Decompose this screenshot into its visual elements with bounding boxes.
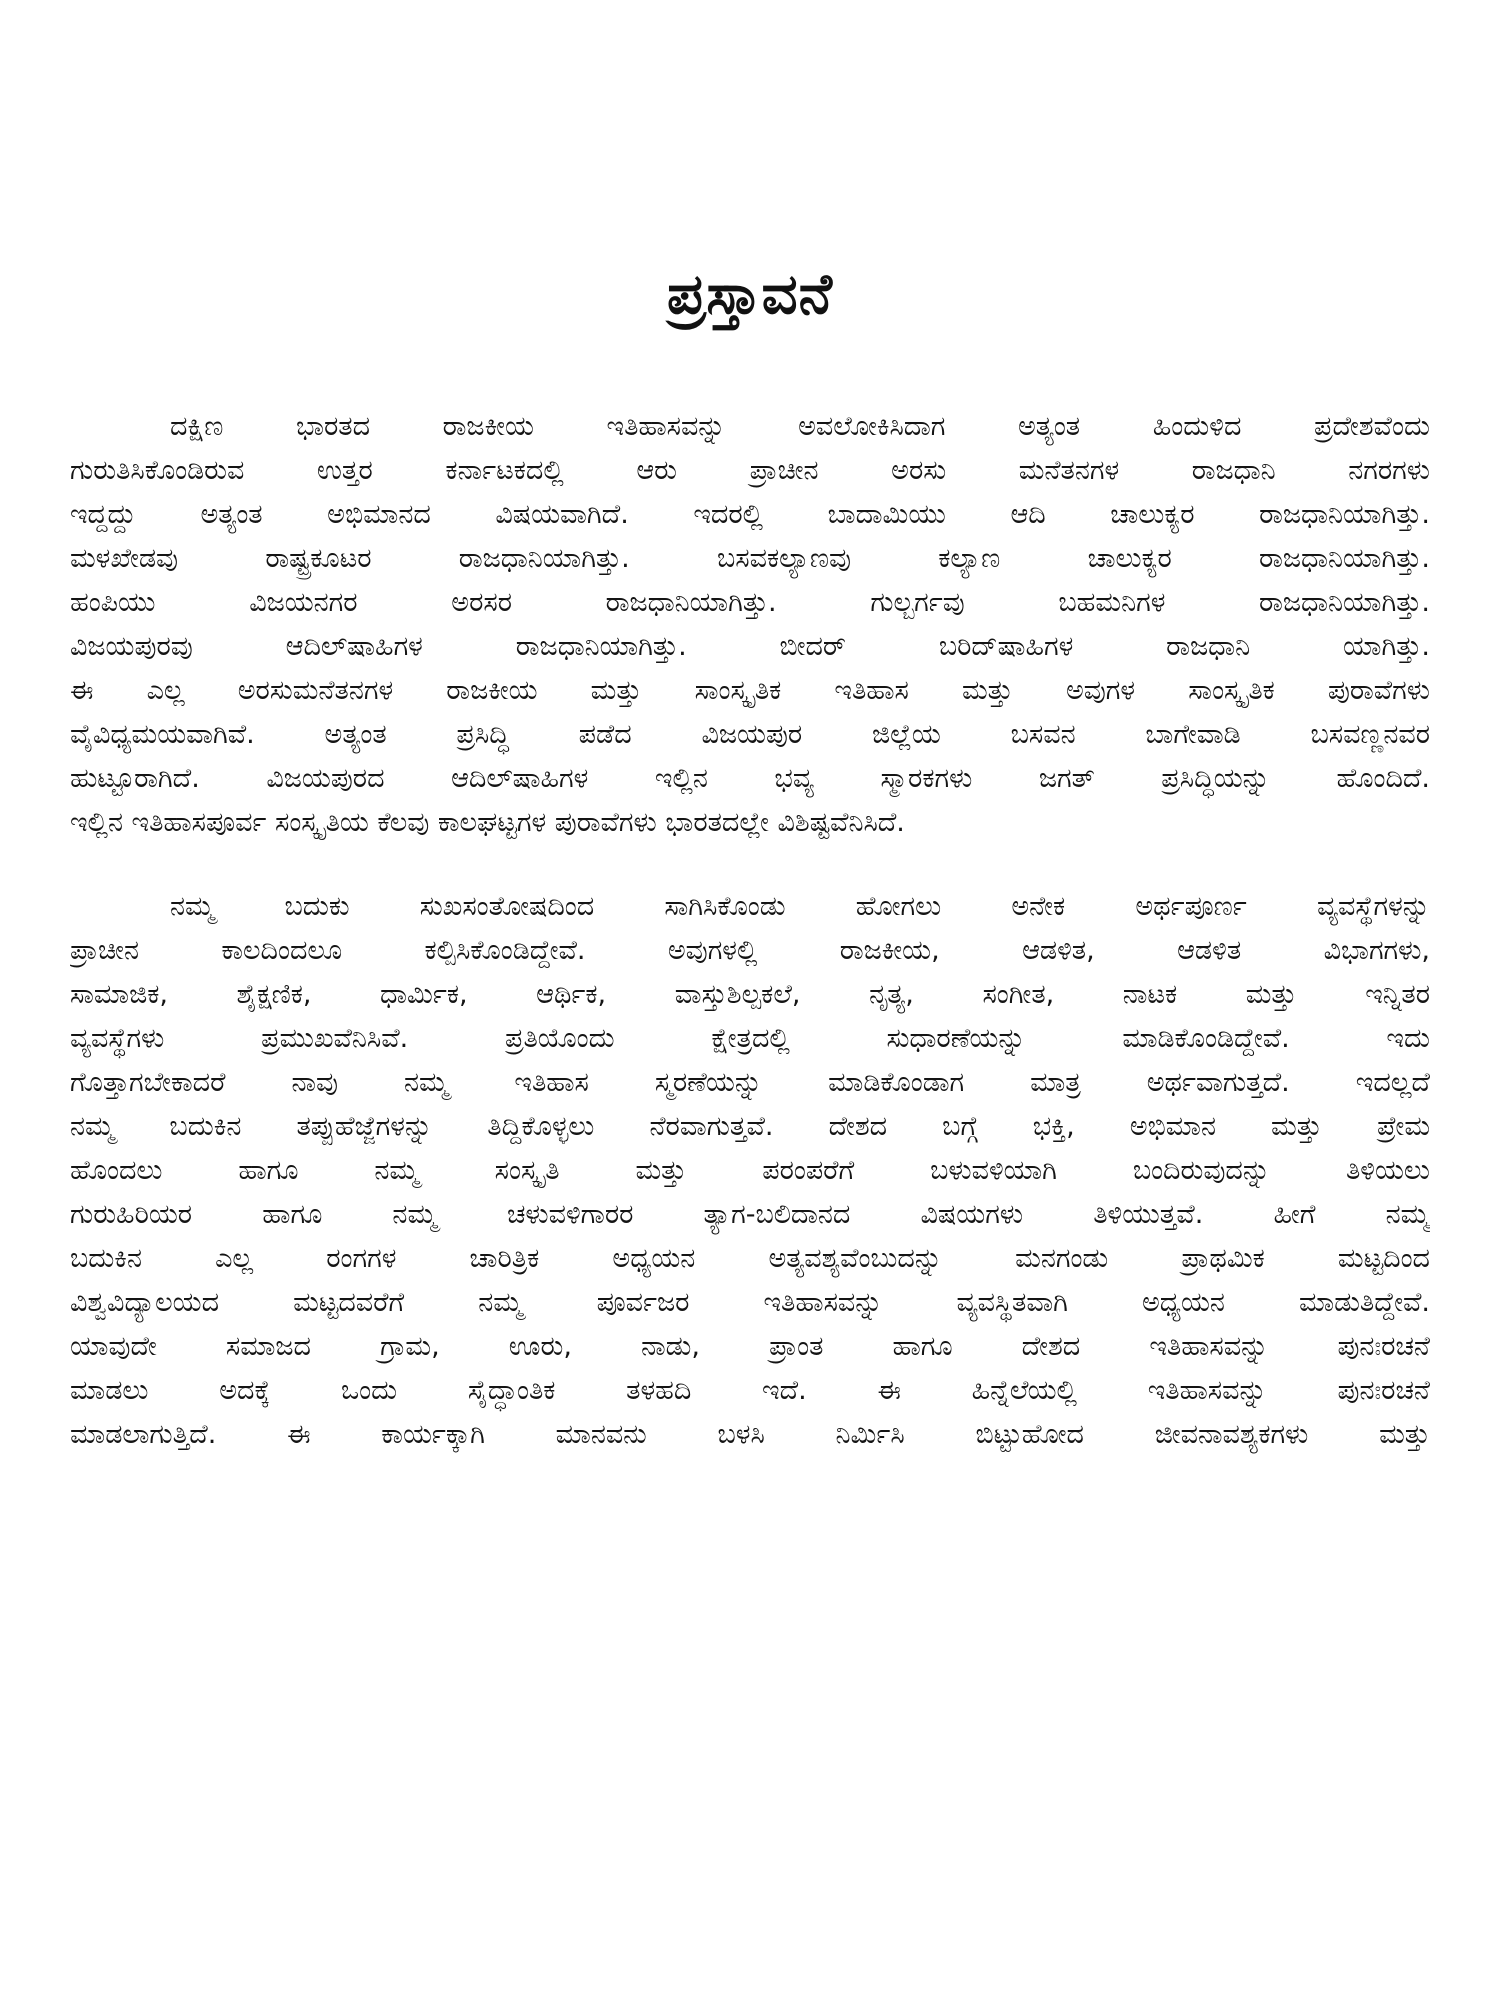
text-line: ಮಳಖೇಡವು ರಾಷ್ಟ್ರಕೂಟರ ರಾಜಧಾನಿಯಾಗಿತ್ತು. ಬಸವಕಲ್ಯಾಣವು ಕಲ್ಯಾಣ ಚಾಲುಕ್ಯರ ರಾಜಧಾನಿಯಾಗಿತ್ತು. [70,543,1430,574]
text-line: ಮಾಡಲಾಗುತ್ತಿದೆ. ಈ ಕಾರ್ಯಕ್ಕಾಗಿ ಮಾನವನು ಬಳಸಿ ನಿರ್ಮಿಸಿ ಬಿಟ್ಟುಹೋದ ಜೀವನಾವಶ್ಯಕಗಳು ಮತ್ತು [70,1419,1430,1450]
text-line: ನಮ್ಮ ಬದುಕು ಸುಖಸಂತೋಷದಿಂದ ಸಾಗಿಸಿಕೊಂಡು ಹೋಗಲು ಅನೇಕ ಅರ್ಥಪೂರ್ಣ ವ್ಯವಸ್ಥೆಗಳನ್ನು [170,891,1430,922]
text-line: ವೈವಿಧ್ಯಮಯವಾಗಿವೆ. ಅತ್ಯಂತ ಪ್ರಸಿದ್ಧಿ ಪಡೆದ ವಿಜಯಪುರ ಜಿಲ್ಲೆಯ ಬಸವನ ಬಾಗೇವಾಡಿ ಬಸವಣ್ಣನವರ [70,719,1430,750]
text-line: ಹಂಪಿಯು ವಿಜಯನಗರ ಅರಸರ ರಾಜಧಾನಿಯಾಗಿತ್ತು. ಗುಲ್ಬರ್ಗವು ಬಹಮನಿಗಳ ರಾಜಧಾನಿಯಾಗಿತ್ತು. [70,587,1430,618]
text-line: ಬದುಕಿನ ಎಲ್ಲ ರಂಗಗಳ ಚಾರಿತ್ರಿಕ ಅಧ್ಯಯನ ಅತ್ಯವಶ್ಯವೆಂಬುದನ್ನು ಮನಗಂಡು ಪ್ರಾಥಮಿಕ ಮಟ್ಟದಿಂದ [70,1243,1430,1274]
text-line: ವ್ಯವಸ್ಥೆಗಳು ಪ್ರಮುಖವೆನಿಸಿವೆ. ಪ್ರತಿಯೊಂದು ಕ್ಷೇತ್ರದಲ್ಲಿ ಸುಧಾರಣೆಯನ್ನು ಮಾಡಿಕೊಂಡಿದ್ದೇವೆ. ಇದು [70,1023,1430,1054]
text-line: ವಿಜಯಪುರವು ಆದಿಲ್‌ಷಾಹಿಗಳ ರಾಜಧಾನಿಯಾಗಿತ್ತು. ಬೀದರ್ ಬರಿದ್‌ಷಾಹಿಗಳ ರಾಜಧಾನಿ ಯಾಗಿತ್ತು. [70,631,1430,662]
text-line: ಗುರುತಿಸಿಕೊಂಡಿರುವ ಉತ್ತರ ಕರ್ನಾಟಕದಲ್ಲಿ ಆರು ಪ್ರಾಚೀನ ಅರಸು ಮನೆತನಗಳ ರಾಜಧಾನಿ ನಗರಗಳು [70,455,1430,486]
page-title: ಪ್ರಸ್ತಾವನೆ [667,262,833,327]
text-line: ನಮ್ಮ ಬದುಕಿನ ತಪ್ಪುಹೆಜ್ಜೆಗಳನ್ನು ತಿದ್ದಿಕೊಳ್ಳಲು ನೆರವಾಗುತ್ತವೆ. ದೇಶದ ಬಗ್ಗೆ ಭಕ್ತಿ, ಅಭಿಮಾನ ಮತ್ತು ಪ್ರೇಮ [70,1111,1430,1142]
text-line: ಗುರುಹಿರಿಯರ ಹಾಗೂ ನಮ್ಮ ಚಳುವಳಿಗಾರರ ತ್ಯಾಗ-ಬಲಿದಾನದ ವಿಷಯಗಳು ತಿಳಿಯುತ್ತವೆ. ಹೀಗೆ ನಮ್ಮ [70,1199,1430,1230]
text-line: ಪ್ರಾಚೀನ ಕಾಲದಿಂದಲೂ ಕಲ್ಪಿಸಿಕೊಂಡಿದ್ದೇವೆ. ಅವುಗಳಲ್ಲಿ ರಾಜಕೀಯ, ಆಡಳಿತ, ಆಡಳಿತ ವಿಭಾಗಗಳು, [70,935,1430,966]
text-line: ಈ ಎಲ್ಲ ಅರಸುಮನೆತನಗಳ ರಾಜಕೀಯ ಮತ್ತು ಸಾಂಸ್ಕೃತಿಕ ಇತಿಹಾಸ ಮತ್ತು ಅವುಗಳ ಸಾಂಸ್ಕೃತಿಕ ಪುರಾವೆಗಳು [70,675,1430,706]
paragraph-1 [70,405,1430,845]
text-line: ಇಲ್ಲಿನ ಇತಿಹಾಸಪೂರ್ವ ಸಂಸ್ಕೃತಿಯ ಕೆಲವು ಕಾಲಘಟ್ಟಗಳ ಪುರಾವೆಗಳು ಭಾರತದಲ್ಲೇ ವಿಶಿಷ್ಟವೆನಿಸಿದೆ. [70,807,905,838]
body-text [70,405,1430,1457]
text-line: ಇದ್ದದ್ದು ಅತ್ಯಂತ ಅಭಿಮಾನದ ವಿಷಯವಾಗಿದೆ. ಇದರಲ್ಲಿ ಬಾದಾಮಿಯು ಆದಿ ಚಾಲುಕ್ಯರ ರಾಜಧಾನಿಯಾಗಿತ್ತು. [70,499,1430,530]
text-line: ವಿಶ್ವವಿದ್ಯಾಲಯದ ಮಟ್ಟದವರೆಗೆ ನಮ್ಮ ಪೂರ್ವಜರ ಇತಿಹಾಸವನ್ನು ವ್ಯವಸ್ಥಿತವಾಗಿ ಅಧ್ಯಯನ ಮಾಡುತಿದ್ದೇವೆ. [70,1287,1430,1318]
text-line: ಗೊತ್ತಾಗಬೇಕಾದರೆ ನಾವು ನಮ್ಮ ಇತಿಹಾಸ ಸ್ಮರಣೆಯನ್ನು ಮಾಡಿಕೊಂಡಾಗ ಮಾತ್ರ ಅರ್ಥವಾಗುತ್ತದೆ. ಇದಲ್ಲದೆ [70,1067,1430,1098]
text-line: ಸಾಮಾಜಿಕ, ಶೈಕ್ಷಣಿಕ, ಧಾರ್ಮಿಕ, ಆರ್ಥಿಕ, ವಾಸ್ತುಶಿಲ್ಪಕಲೆ, ನೃತ್ಯ, ಸಂಗೀತ, ನಾಟಕ ಮತ್ತು ಇನ್ನಿತರ [70,979,1430,1010]
text-line: ಹೊಂದಲು ಹಾಗೂ ನಮ್ಮ ಸಂಸ್ಕೃತಿ ಮತ್ತು ಪರಂಪರೆಗೆ ಬಳುವಳಿಯಾಗಿ ಬಂದಿರುವುದನ್ನು ತಿಳಿಯಲು [70,1155,1430,1186]
paragraph-2 [70,885,1430,1457]
text-line: ಹುಟ್ಟೂರಾಗಿದೆ. ವಿಜಯಪುರದ ಆದಿಲ್‌ಷಾಹಿಗಳ ಇಲ್ಲಿನ ಭವ್ಯ ಸ್ಮಾರಕಗಳು ಜಗತ್ ಪ್ರಸಿದ್ಧಿಯನ್ನು ಹೊಂದಿದೆ. [70,763,1430,794]
text-line: ಮಾಡಲು ಅದಕ್ಕೆ ಒಂದು ಸೈದ್ಧಾಂತಿಕ ತಳಹದಿ ಇದೆ. ಈ ಹಿನ್ನೆಲೆಯಲ್ಲಿ ಇತಿಹಾಸವನ್ನು ಪುನಃರಚನೆ [70,1375,1430,1406]
text-line: ದಕ್ಷಿಣ ಭಾರತದ ರಾಜಕೀಯ ಇತಿಹಾಸವನ್ನು ಅವಲೋಕಿಸಿದಾಗ ಅತ್ಯಂತ ಹಿಂದುಳಿದ ಪ್ರದೇಶವೆಂದು [170,411,1430,442]
text-line: ಯಾವುದೇ ಸಮಾಜದ ಗ್ರಾಮ, ಊರು, ನಾಡು, ಪ್ರಾಂತ ಹಾಗೂ ದೇಶದ ಇತಿಹಾಸವನ್ನು ಪುನಃರಚನೆ [70,1331,1430,1362]
